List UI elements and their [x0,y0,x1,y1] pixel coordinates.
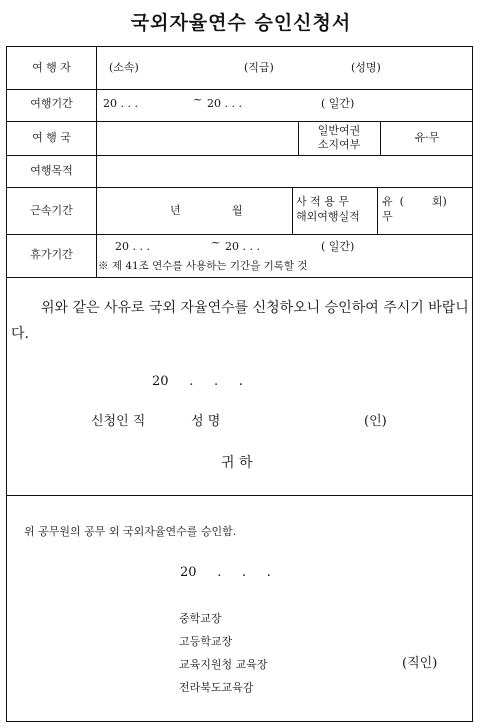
section-divider [7,495,472,496]
leave-from-field[interactable]: 20 . . . [115,240,150,253]
country-field[interactable] [103,131,293,145]
leave-to-field[interactable]: 20 . . . [225,240,260,253]
private-travel-yes[interactable]: 유 ( 회) [382,195,447,208]
approval-text: 위 공무원의 공무 외 국외자율연수를 승인함. [24,525,237,538]
request-paragraph: 위와 같은 사유로 국외 자율연수를 신청하오니 승인하여 주시기 바랍니다. [11,300,469,342]
label-column-divider [96,47,97,277]
row-divider [7,155,472,156]
private-travel-label: 사 적 용 무 [296,195,349,208]
official-seal: (직인) [402,656,438,671]
passport-label: 일반여권 [317,124,361,137]
service-years-field[interactable]: 년 [170,204,181,217]
leave-label: 휴가기간 [30,248,73,261]
authority-education-office: 교육지원청 교육장 [179,658,268,671]
leave-days-field[interactable]: ( 일간) [321,240,355,253]
authority-provincial-office: 전라북도교육감 [179,681,254,694]
row-divider [7,121,472,122]
passport-label-2: 소지여부 [317,138,361,151]
purpose-field[interactable] [103,164,463,178]
period-tilde: ~ [193,93,203,106]
service-months-field[interactable]: 월 [232,204,243,217]
country-label: 여 행 국 [32,131,71,144]
row-divider [7,234,472,235]
application-form [6,46,473,722]
form-title: 국외자율연수 승인신청서 [130,12,352,34]
passport-value[interactable]: 유·무 [414,131,440,144]
name-field[interactable]: (성명) [351,61,381,74]
service-label: 근속기간 [30,204,73,217]
position-field[interactable]: (직급) [244,61,274,74]
cell-divider [377,187,378,234]
private-travel-no[interactable]: 무 [382,210,393,223]
row-divider [7,187,472,188]
private-travel-label-2: 해외여행실적 [296,210,360,223]
request-date-field[interactable]: 20 . . . [152,374,243,389]
authority-high-school: 고등학교장 [179,635,233,648]
applicant-position: 신청인 직 [91,414,146,429]
applicant-seal: (인) [364,414,387,429]
period-days-field[interactable]: ( 일간) [321,97,355,110]
approval-date-field[interactable]: 20 . . . [180,565,271,580]
authority-middle-school: 중학교장 [179,612,222,625]
period-from-field[interactable]: 20 . . . [103,97,138,110]
cell-divider [292,187,293,234]
applicant-name: 성 명 [191,414,221,429]
purpose-label: 여행목적 [30,164,73,177]
leave-note: ※ 제 41조 연수를 사용하는 기간을 기록할 것 [98,260,308,272]
row-divider [7,89,472,90]
travelers-label: 여 행 자 [32,61,71,74]
row-divider [7,277,472,278]
leave-tilde: ~ [211,236,221,249]
addressee: 귀 하 [221,455,253,471]
affiliation-field[interactable]: (소속) [109,61,139,74]
period-label: 여행기간 [30,97,73,110]
period-to-field[interactable]: 20 . . . [207,97,242,110]
